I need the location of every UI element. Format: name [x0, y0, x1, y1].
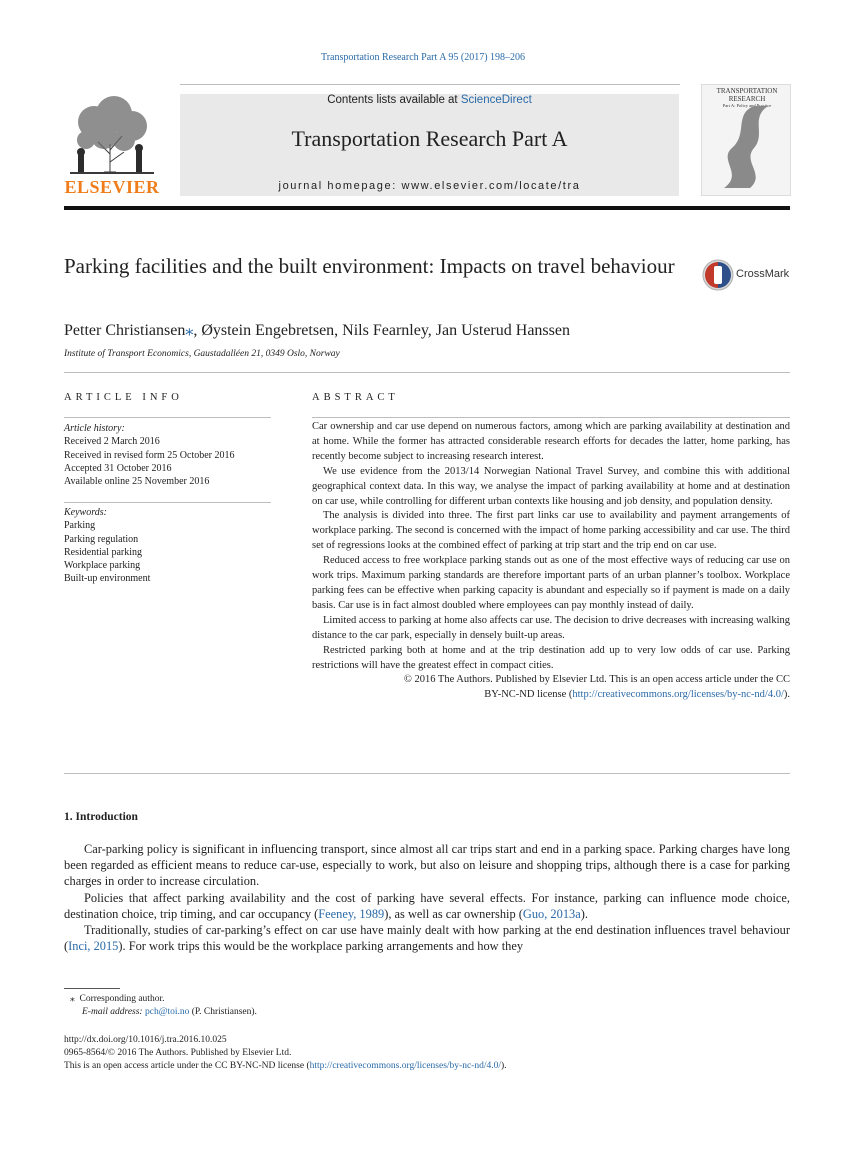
cover-road-icon [704, 104, 786, 190]
keywords-rule [64, 502, 271, 503]
abstract-paragraph: Restricted parking both at home and at the trip destination add up to very low odds of car use. Parking restrictions will have the greatest effect in compact cities. [312, 644, 790, 671]
abstract-heading: ABSTRACT [312, 392, 399, 403]
paper-title: Parking facilities and the built environment: Impacts on travel behaviour [64, 254, 675, 278]
body-paragraph: Policies that affect parking availability and the cost of parking have several effects. For instance, parking can influence mode choice, destination choice, trip timing, and car occupancy (Feeney, 1989), as well as car ownership (Guo, 2013a). [64, 890, 790, 921]
journal-title: Transportation Research Part A [291, 126, 568, 151]
elsevier-wordmark: ELSEVIER [64, 177, 160, 197]
footnote-rule [64, 988, 120, 989]
keyword: Workplace parking [64, 560, 141, 572]
history-item: Received in revised form 25 October 2016 [64, 449, 235, 461]
abstract-paragraph: Car ownership and car use depend on numerous factors, among which are parking availability at destination and at home. While the former has attracted considerable research efforts for decades the latter, home parking, has recently become subject to increasing research interest. [312, 421, 790, 462]
license-line: BY-NC-ND license (http://creativecommons.org/licenses/by-nc-nd/4.0/). [484, 689, 790, 701]
abstract-paragraph: We use evidence from the 2013/14 Norwegian National Travel Survey, and combine this with additional geographical context data. In this way, we analyse the impact of parking availability at home and at destination on car use, while controlling for different urban contexts like housing and job density, and population density. [312, 465, 790, 507]
reference-link[interactable]: Guo, 2013a [522, 906, 581, 921]
introduction-body [64, 841, 790, 954]
license-line: © 2016 The Authors. Published by Elsevier Ltd. This is an open access article under the CC [403, 674, 790, 686]
abstract-body [312, 420, 790, 703]
history-item: Available online 25 November 2016 [64, 476, 210, 488]
abstract-paragraph: Limited access to parking at home also affects car use. The decision to drive decreases with increasing walking distance to the car park, especially in densely built-up areas. [312, 614, 790, 641]
journal-citation[interactable]: Transportation Research Part A 95 (2017) 198–206 [320, 52, 526, 63]
open-access-line: This is an open access article under the CC BY-NC-ND license (http://creativecommons.org/licenses/by-nc-nd/4.0/). [64, 1061, 507, 1071]
contents-line: Contents lists available at ScienceDirect [327, 94, 532, 106]
article-info-heading: ARTICLE INFO [64, 392, 183, 403]
keywords-list: Keywords: Parking Parking regulation Residential parking Workplace parking Built-up environment [64, 507, 151, 585]
keyword: Parking regulation [64, 533, 139, 545]
abstract-end-rule [64, 773, 790, 774]
license-link[interactable]: http://creativecommons.org/licenses/by-nc-nd/4.0/ [572, 689, 784, 701]
section-heading-introduction: 1. Introduction [64, 811, 138, 823]
header-divider [64, 206, 790, 210]
title-divider [64, 372, 790, 373]
body-paragraph: Car-parking policy is significant in influencing transport, since almost all car trips start and end in a parking space. Parking charges have long been regarded as efficient means to reduce car-use, especially to work, but also on leisure and shopping trips, although there is a case for parking charges in order to increase circulation. [64, 842, 790, 889]
email-line: E-mail address: pch@toi.no (P. Christiansen). [82, 1007, 257, 1017]
crossmark-icon[interactable] [701, 258, 735, 292]
sciencedirect-link[interactable]: ScienceDirect [460, 94, 532, 106]
corresponding-author-note: ⁎ Corresponding author. [70, 994, 165, 1004]
author-list: Petter Christiansen⁎, Øystein Engebretsen, Nils Fearnley, Jan Usterud Hanssen [64, 322, 570, 339]
keyword: Parking [64, 520, 96, 532]
affiliation: Institute of Transport Economics, Gaustadalléen 21, 0349 Oslo, Norway [64, 349, 340, 359]
header-top-rule [180, 84, 680, 85]
issn-line: 0965-8564/© 2016 The Authors. Published by Elsevier Ltd. [64, 1048, 292, 1058]
journal-homepage[interactable]: journal homepage: www.elsevier.com/locate/tra [278, 180, 581, 192]
corresponding-author-mark[interactable]: ⁎ [185, 322, 194, 339]
reference-link[interactable]: Inci, 2015 [68, 939, 119, 954]
doi-link[interactable]: http://dx.doi.org/10.1016/j.tra.2016.10.025 [64, 1035, 227, 1045]
abstract-paragraph: Reduced access to free workplace parking stands out as one of the most effective ways of reducing car use on work trips. Maximum parking standards are therefore important parts of an urban planner’s toolbox. Workplace parking fees can be effective when parking capacity is abundant and especially so if payment is made on a daily basis. Car use is in fact almost doubled where employees can pay monthly instead of daily. [312, 555, 790, 611]
keyword: Residential parking [64, 546, 143, 558]
abstract-paragraph: The analysis is divided into three. The first part links car use to availability and payment arrangements of workplace parking. The second is concerned with the impact of home parking accessibility and car use. The third set of regressions looks at the combined effect of parking at trip start and the trip end on car use. [312, 510, 790, 552]
cover-title: TRANSPORTATION RESEARCH Part A: Policy and Practice [716, 87, 778, 108]
reference-link[interactable]: Feeney, 1989 [318, 906, 385, 921]
history-item: Accepted 31 October 2016 [64, 462, 172, 474]
email-link[interactable]: pch@toi.no [144, 1007, 190, 1017]
article-history: Article history: Received 2 March 2016 Received in revised form 25 October 2016 Accepted 31 October 2016 Available online 25 November 2016 [64, 423, 235, 488]
abstract-rule [312, 417, 790, 418]
history-item: Received 2 March 2016 [64, 436, 160, 448]
article-info-rule [64, 417, 271, 418]
crossmark-label[interactable]: CrossMark [736, 268, 790, 280]
keyword: Built-up environment [64, 573, 151, 585]
oa-license-link[interactable]: http://creativecommons.org/licenses/by-nc-nd/4.0/ [309, 1061, 501, 1071]
body-paragraph: Traditionally, studies of car-parking’s effect on car use have mainly dealt with how parking at the end destination influences travel behaviour (Inci, 2015). For work trips this would be the workplace parking arrangements and how they [64, 923, 790, 954]
